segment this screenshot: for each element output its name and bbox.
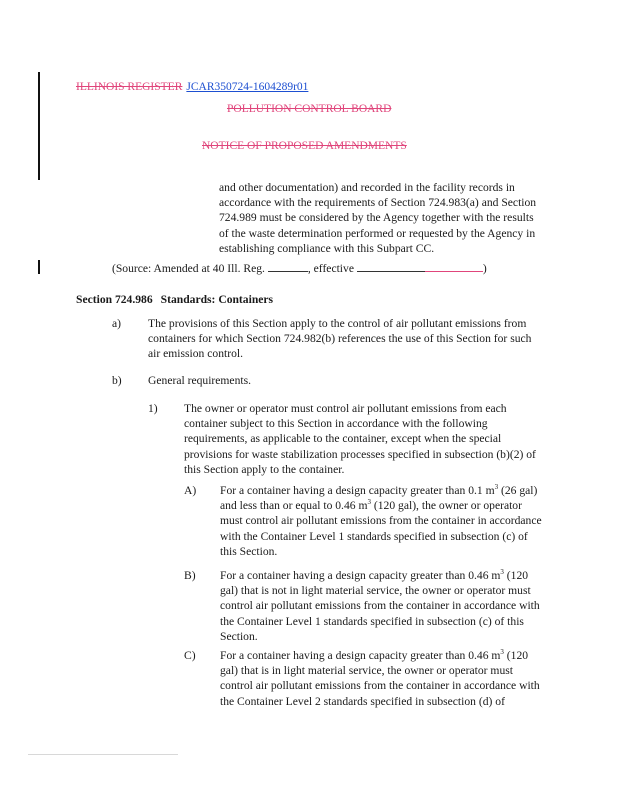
para-a-text: The provisions of this Section apply to the control of air pollutant emissions from containers for which Section 724.982(b) references the use of this Section for such air emission control.	[148, 317, 532, 361]
para-A-text-2: (26 gal) and less than or equal to 0.46 m	[220, 484, 538, 513]
effective-blank-struck	[425, 262, 483, 272]
para-b1-label: 1)	[148, 402, 158, 415]
source-line	[112, 261, 487, 276]
revision-bar-source	[38, 260, 40, 274]
para-C-label: C)	[184, 649, 196, 662]
effective-blank	[357, 262, 425, 272]
para-C-sup-1: 3	[500, 648, 504, 657]
para-A-text-1: For a container having a design capacity greater than 0.1 m	[220, 484, 495, 497]
para-A-text-3: (120 gal), the owner or operator must control air pollutant emissions from the container in accordance with the Container Level 1 standards specified in subsection (c) of this Section.	[220, 499, 542, 558]
para-C-text	[220, 648, 542, 709]
para-A-sup-1: 3	[494, 483, 499, 492]
para-B-label: B)	[184, 569, 196, 582]
register-struck-text: ILLINOIS REGISTER	[76, 81, 183, 93]
register-header	[76, 77, 308, 95]
scan-edge-line	[28, 754, 178, 755]
para-A-sup-2: 3	[367, 498, 371, 507]
source-tail: )	[482, 262, 487, 275]
section-title: Standards: Containers	[160, 293, 274, 306]
para-b-label: b)	[112, 374, 122, 387]
para-C-text-2: (120 gal) that is in light material service, the owner or operator must control air pollutant emissions from the container in accordance with the Container Level 2 standards specified in subsection (d) of	[220, 649, 540, 708]
continuation-paragraph: and other documentation) and recorded in the facility records in accordance with the requirements of Section 724.983(a) and Section 724.989 must be considered by the Agency together with the results of the waste determination performed or requested by the Agency in establishing compliance with this Subpart CC.	[219, 181, 537, 255]
para-A-label: A)	[184, 484, 197, 497]
para-C-text-1: For a container having a design capacity greater than 0.46 m	[220, 649, 501, 662]
para-B-text	[220, 568, 542, 644]
notice-title: NOTICE OF PROPOSED AMENDMENTS	[202, 140, 407, 152]
reg-blank	[268, 262, 308, 272]
section-heading	[76, 290, 273, 308]
para-B-text-1: For a container having a design capacity greater than 0.46 m	[220, 569, 501, 582]
board-title: POLLUTION CONTROL BOARD	[227, 103, 392, 115]
para-b-text: General requirements.	[148, 374, 252, 387]
para-B-text-2: (120 gal) that is not in light material service, the owner or operator must control air pollutant emissions from the container in accordance with the Container Level 1 standards specified in subsection (c) of this Section.	[220, 569, 540, 643]
source-lead: (Source: Amended at 40 Ill. Reg.	[112, 262, 268, 275]
para-A-text	[220, 483, 542, 559]
section-number: Section 724.986	[76, 293, 153, 306]
para-b1-text: The owner or operator must control air pollutant emissions from each container subject to this Section in accordance with the following requirements, as applicable to the container, except when the special provisions for waste stabilization processes specified in subsection (b)(2) of this Section apply to the container.	[184, 402, 536, 476]
source-mid: , effective	[307, 262, 357, 275]
para-a-label: a)	[112, 317, 122, 330]
revision-bar-top	[38, 72, 40, 180]
para-B-sup-1: 3	[500, 568, 504, 577]
register-id-link[interactable]: JCAR350724-1604289r01	[186, 81, 309, 93]
